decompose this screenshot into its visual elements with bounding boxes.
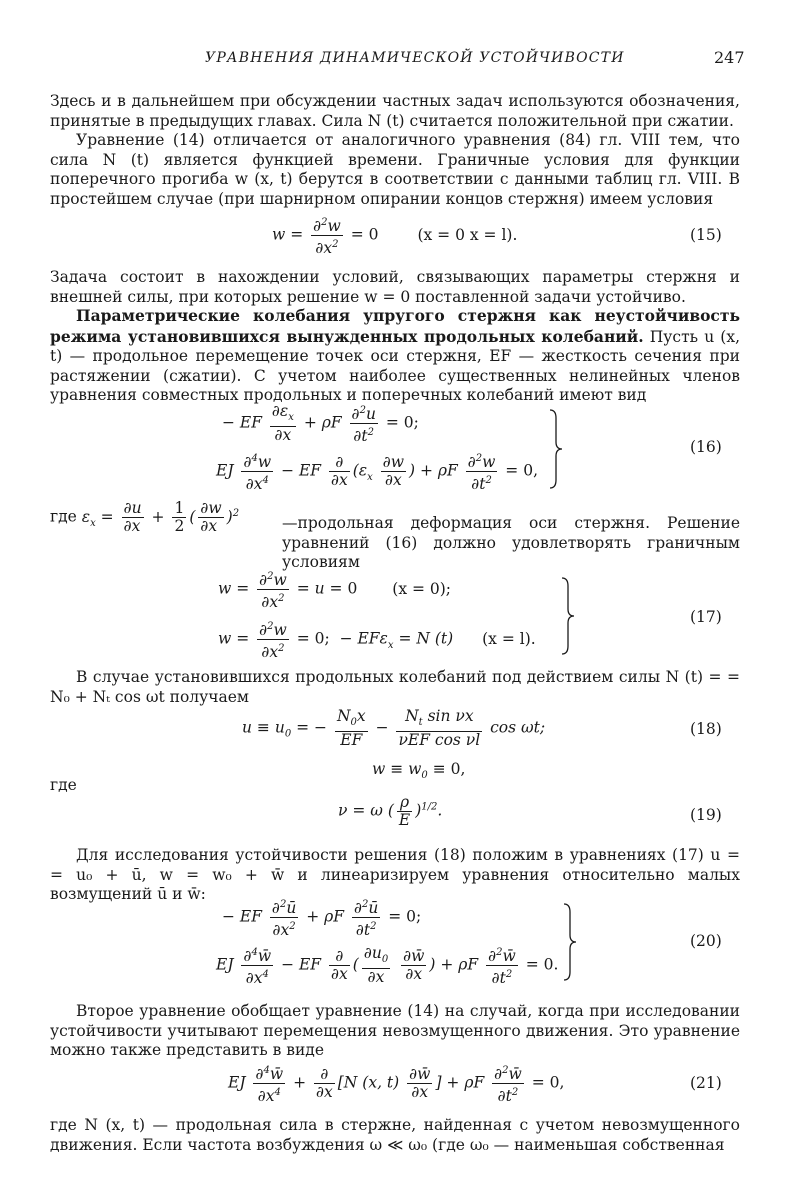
equation-number-20: (20) [690,932,722,950]
page-number: 247 [714,48,745,67]
equation-20-line-1: − EF $\frac{\partial^2ū}{\partial x^2}$ + ρF $\frac{\partial^2ū}{\partial t^2}$ = 0; [222,896,421,939]
equation-17-condition-2: (x = l). [482,629,536,648]
strain-definition: где $\varepsilon_x$ = $\frac{\partial u}{\partial x}$ + $\frac{1}{2}$ ( $\frac{\partial w}{\partial x}$ )$^2$ [50,499,240,535]
paragraph-equation-14: Уравнение (14) отличается от аналогичного уравнения (84) гл. VIII тем, что сила N (t) является функцией времени. Граничные условия для функции поперечного прогиба w (x, t) берутся в соответствии с данными таблиц гл. VIII. В простейшем случае (при шарнирном опирании концов стержня) имеем условия [50,131,740,208]
paragraph-stability: Для исследования устойчивости решения (18) положим в уравнениях (17) u = = u₀ + ū, w = w₀ + w̄ и линеаризируем уравнения относительно малых возмущений ū и w̄: [50,846,740,903]
equation-17-condition-1: (x = 0); [392,579,452,598]
equation-number-19: (19) [690,806,722,824]
paragraph-steady-state: В случае установившихся продольных колебаний под действием силы N (t) = = N₀ + Nₜ cos ωt получаем [50,668,740,706]
equation-18: $u \equiv u_0$ = − $\frac{N_0x}{EF}$ − $\frac{N_t \sin \nu x}{\text{νEF cos νl}}$ cos ωt; [242,707,546,750]
section-heading: Параметрические колебания упругого стержня как неустойчивость режима установившихся вынужденных продольных колебаний. [50,306,740,346]
equation-21: EJ $\frac{\partial^4w̄}{\partial x^4}$ + $\frac{\partial}{\partial x}$ [N (x, t) $\frac{\partial w̄}{\partial x}$ ] + ρF $\frac{\partial^2w̄}{\partial t^2}$ = 0, [228,1062,564,1105]
paragraph-problem: Задача состоит в нахождении условий, связывающих параметры стержня и внешней силы, при которых решение w = 0 поставленной задачи устойчиво. [50,268,740,306]
paragraph-notation: Здесь и в дальнейшем при обсуждении частных задач используются обозначения, принятые в предыдущих главах. Сила N (t) считается положительной при сжатии. [50,92,740,130]
page-header [0,48,794,72]
equation-number-18: (18) [690,720,722,738]
paragraph-parametric: Параметрические колебания упругого стержня как неустойчивость режима установившихся вынужденных продольных колебаний. Пусть u (x, t) — продольное перемещение точек оси стержня, EF — жесткость сечения при растяжении (сжатии). С учетом наиболее существенных нелинейных членов уравнения совместных продольных и поперечных колебаний имеют вид [50,306,741,404]
paragraph-where: где [50,776,77,794]
running-title: УРАВНЕНИЯ ДИНАМИЧЕСКОЙ УСТОЙЧИВОСТИ [205,50,625,66]
paragraph-boundary: —продольная деформация оси стержня. Решение уравнений (16) должно удовлетворять граничным условиям [282,514,740,571]
equation-19: ν = ω ( $\frac{\rho}{E}$ )$^{1/2}$. [338,793,443,829]
paragraph-second-equation: Второе уравнение обобщает уравнение (14) на случай, когда при исследовании устойчивости учитывают перемещения невозмущенного движения. Это уравнение можно также представить в виде [50,1002,740,1059]
brace-20 [562,902,582,982]
equation-16-line-2: EJ $\frac{\partial^4w}{\partial x^4}$ − EF $\frac{\partial}{\partial x}$ ($\varepsilon_x$ $\frac{\partial w}{\partial x}$ ) + ρF $\frac{\partial^2w}{\partial t^2}$ = 0, [216,450,538,493]
paragraph-longitudinal-force: где N (x, t) — продольная сила в стержне, найденная с учетом невозмущенного движения. Если частота возбуждения ω ≪ ω₀ (где ω₀ — наименьшая собственная [50,1116,740,1154]
equation-number-21: (21) [690,1074,722,1092]
equation-number-16: (16) [690,438,722,456]
equation-16-line-1: − EF $\frac{\partial\varepsilon_x}{\partial x}$ + ρF $\frac{\partial^2u}{\partial t^2}$ = 0; [222,402,419,446]
equation-17-line-1: w = $\frac{\partial^2w}{\partial x^2}$ = u = 0 (x = 0); [218,568,451,611]
equation-15: w = $\frac{\partial^2w}{\partial x^2}$ = 0 (x = 0 x = l). [272,214,517,257]
equation-15-condition: (x = 0 x = l). [417,225,518,244]
equation-18-w: $w \equiv w_0 \equiv 0$, [372,760,466,782]
brace-17 [560,576,580,656]
brace-16 [548,408,568,490]
equation-number-17: (17) [690,608,722,626]
equation-number-15: (15) [690,226,722,244]
equation-20-line-2: EJ $\frac{\partial^4w̄}{\partial x^4}$ − EF $\frac{\partial}{\partial x}$ ( $\frac{\partial u_0}{\partial x}$ $\frac{\partial w̄}{\partial x}$ ) + ρF $\frac{\partial^2w̄}{\partial t^2}$ = 0. [216,944,559,988]
equation-17-line-2: w = $\frac{\partial^2w}{\partial x^2}$ = 0; − EFε$_x$ = N (t) (x = l). [218,618,536,661]
